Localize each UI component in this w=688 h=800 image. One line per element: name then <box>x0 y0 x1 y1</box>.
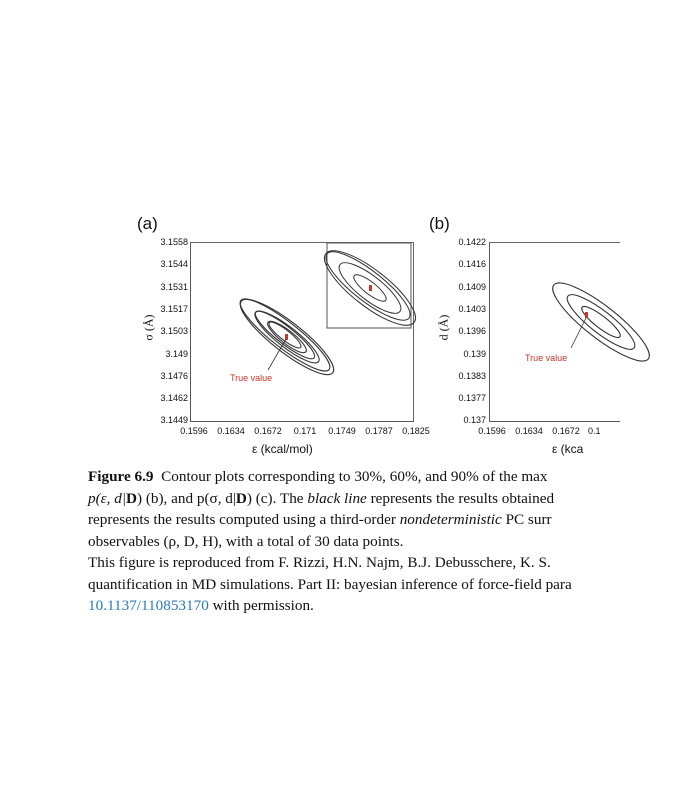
true-value-marker <box>285 334 288 340</box>
panel-b-ylabel: d (Å) <box>436 314 451 341</box>
caption-text: PC surr <box>501 511 552 528</box>
ytick-label: 0.1396 <box>458 326 486 336</box>
ytick-label: 0.1403 <box>458 304 486 314</box>
figure-caption <box>88 466 688 617</box>
inset-true-value-marker <box>369 285 372 291</box>
caption-line-6: quantification in MD simulations. Part II: bayesian inference of force-field para <box>88 575 572 593</box>
xtick-label: 0.1 <box>588 426 601 436</box>
caption-text: ) (b), and p(σ, d| <box>136 489 236 507</box>
caption-math: p(ε, d| <box>88 489 126 507</box>
panel-b-contours <box>489 242 599 420</box>
caption-line-4: observables (ρ, D, H), with a total of 30 data points. <box>88 532 404 550</box>
panel-a-ylabel: σ (Å) <box>141 314 156 341</box>
xtick-label: 0.1672 <box>254 426 282 436</box>
xtick-label: 0.171 <box>293 426 317 436</box>
ytick-label: 3.1462 <box>160 393 188 403</box>
ytick-label: 3.1476 <box>160 371 188 381</box>
xtick-label: 0.1596 <box>180 426 208 436</box>
panel-a-true-value-label: True value <box>230 373 273 383</box>
ytick-label: 0.1416 <box>458 259 486 269</box>
ytick-label: 0.1377 <box>458 393 486 403</box>
caption-italic: nondeterministic <box>399 511 502 528</box>
caption-text: represents the results computed using a third-order <box>88 511 400 528</box>
caption-math-bold: D <box>235 489 247 507</box>
ytick-label: 3.1449 <box>160 415 188 425</box>
ytick-label: 0.137 <box>463 415 486 425</box>
ytick-label: 0.139 <box>463 349 486 359</box>
true-value-pointer <box>571 318 586 348</box>
caption-line-3 <box>88 509 688 531</box>
panel-b-xlabel: ε (kca <box>552 442 584 456</box>
true-value-marker <box>585 312 588 318</box>
caption-line-1 <box>88 466 688 488</box>
xtick-label: 0.1749 <box>328 426 356 436</box>
xtick-label: 0.1634 <box>515 426 543 436</box>
ytick-label: 0.1383 <box>458 371 486 381</box>
panel-a-label: (a) <box>137 214 158 233</box>
caption-line-5: This figure is reproduced from F. Rizzi, H.N. Najm, B.J. Debusschere, K. S. <box>88 554 551 571</box>
caption-math-bold: D <box>126 489 137 507</box>
ytick-label: 3.149 <box>165 349 188 359</box>
ytick-label: 0.1409 <box>458 282 486 292</box>
ytick-label: 3.1517 <box>160 304 188 314</box>
caption-text: ) (c). The <box>246 489 308 507</box>
xtick-label: 0.1634 <box>217 426 245 436</box>
caption-italic: black line <box>307 489 367 507</box>
xtick-label: 0.1672 <box>552 426 580 436</box>
ytick-label: 3.1544 <box>160 259 188 269</box>
caption-line-7 <box>88 595 688 617</box>
figure-label: Figure 6.9 <box>88 468 154 485</box>
caption-text: represents the results obtained <box>366 489 555 507</box>
ytick-label: 3.1531 <box>160 282 188 292</box>
xtick-label: 0.1787 <box>365 426 393 436</box>
panel-b-label: (b) <box>429 214 450 233</box>
caption-text: Contour plots corresponding to 30%, 60%, and 90% of the max <box>161 468 548 485</box>
doi-link[interactable]: 10.1137/110853170 <box>88 597 209 614</box>
caption-text: with permission. <box>208 597 314 614</box>
panel-a-contours <box>190 242 412 420</box>
ytick-label: 3.1558 <box>160 237 188 247</box>
xtick-label: 0.1596 <box>478 426 506 436</box>
panel-a-xlabel: ε (kcal/mol) <box>252 442 313 456</box>
ytick-label: 0.1422 <box>458 237 486 247</box>
panel-b-true-value-label: True value <box>525 353 568 363</box>
ytick-label: 3.1503 <box>160 326 188 336</box>
xtick-label: 0.1825 <box>402 426 430 436</box>
caption-line-2 <box>88 488 688 510</box>
